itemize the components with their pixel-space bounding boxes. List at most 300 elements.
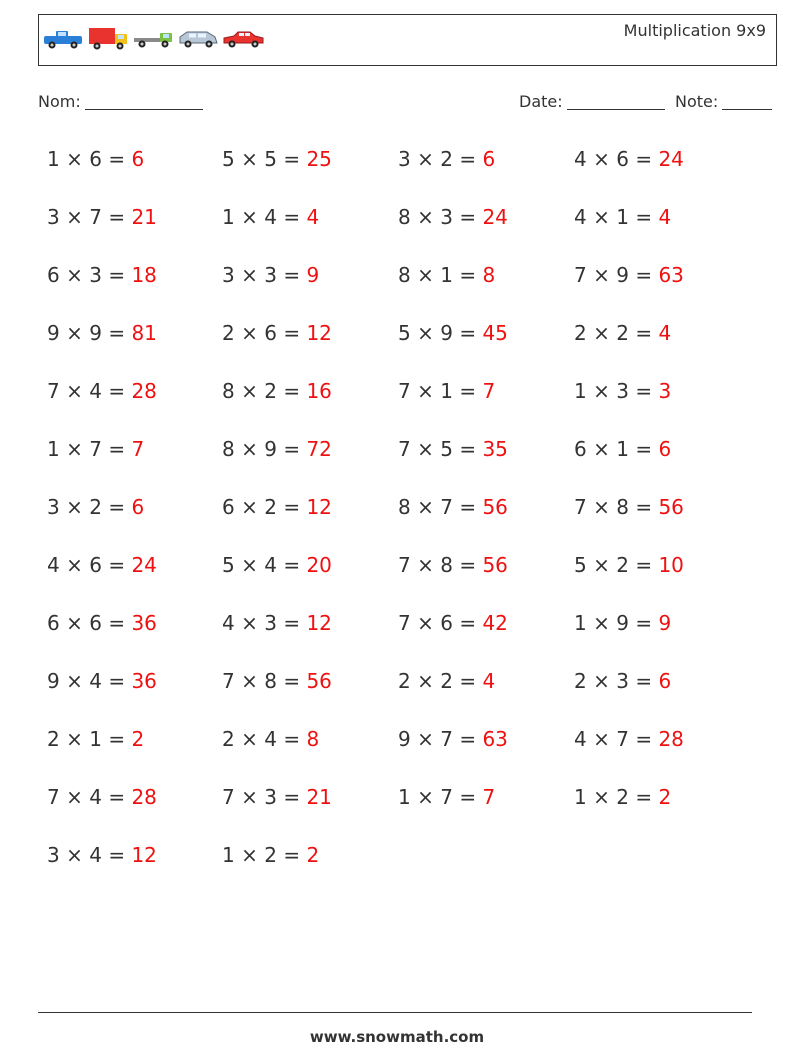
equals-sign: = — [635, 669, 653, 693]
worksheet-title: Multiplication 9x9 — [623, 21, 766, 40]
operand-b: 1 — [89, 727, 102, 751]
times-sign: × — [66, 321, 83, 345]
problem-item — [47, 495, 144, 519]
operand-b: 3 — [89, 263, 102, 287]
answer: 2 — [306, 843, 320, 867]
operand-a: 4 — [574, 727, 587, 751]
operand-b: 4 — [89, 785, 102, 809]
answer: 6 — [131, 495, 145, 519]
times-sign: × — [417, 205, 434, 229]
operand-b: 4 — [89, 843, 102, 867]
times-sign: × — [66, 205, 83, 229]
operand-a: 6 — [47, 263, 60, 287]
equals-sign: = — [108, 843, 126, 867]
equals-sign: = — [459, 611, 477, 635]
operand-a: 7 — [398, 437, 411, 461]
problem-item — [47, 843, 157, 867]
operand-a: 7 — [398, 379, 411, 403]
answer: 20 — [306, 553, 332, 577]
problem-item — [222, 785, 332, 809]
times-sign: × — [66, 727, 83, 751]
operand-b: 5 — [440, 437, 453, 461]
operand-b: 5 — [264, 147, 277, 171]
operand-b: 3 — [264, 785, 277, 809]
equals-sign: = — [108, 611, 126, 635]
times-sign: × — [417, 553, 434, 577]
sedan-icon — [222, 27, 265, 51]
times-sign: × — [417, 785, 434, 809]
operand-a: 2 — [398, 669, 411, 693]
operand-a: 5 — [398, 321, 411, 345]
equals-sign: = — [108, 437, 126, 461]
problem-item — [222, 611, 332, 635]
equals-sign: = — [635, 495, 653, 519]
problem-item — [398, 785, 495, 809]
operand-b: 6 — [440, 611, 453, 635]
operand-a: 1 — [574, 379, 587, 403]
problem-item — [222, 205, 319, 229]
operand-b: 3 — [440, 205, 453, 229]
answer: 21 — [131, 205, 157, 229]
operand-a: 8 — [222, 437, 235, 461]
operand-b: 2 — [616, 321, 629, 345]
operand-b: 6 — [89, 147, 102, 171]
problem-item — [398, 147, 495, 171]
times-sign: × — [241, 727, 258, 751]
operand-a: 8 — [398, 263, 411, 287]
answer: 36 — [131, 611, 157, 635]
problem-item — [222, 553, 332, 577]
times-sign: × — [593, 495, 610, 519]
name-field — [38, 92, 203, 111]
answer: 12 — [306, 321, 332, 345]
problem-item — [398, 669, 495, 693]
operand-b: 7 — [616, 727, 629, 751]
date-blank[interactable] — [567, 92, 665, 110]
problem-item — [398, 205, 508, 229]
operand-a: 5 — [222, 147, 235, 171]
operand-a: 7 — [47, 785, 60, 809]
times-sign: × — [66, 785, 83, 809]
times-sign: × — [241, 843, 258, 867]
times-sign: × — [417, 263, 434, 287]
problem-item — [574, 785, 671, 809]
answer: 4 — [658, 205, 672, 229]
operand-b: 2 — [264, 843, 277, 867]
times-sign: × — [241, 611, 258, 635]
answer: 21 — [306, 785, 332, 809]
operand-a: 8 — [398, 495, 411, 519]
problem-item — [47, 553, 157, 577]
operand-b: 2 — [440, 147, 453, 171]
problem-item — [47, 263, 157, 287]
equals-sign: = — [283, 321, 301, 345]
operand-b: 2 — [616, 785, 629, 809]
problem-item — [47, 727, 144, 751]
problem-item — [222, 379, 332, 403]
operand-b: 2 — [440, 669, 453, 693]
problem-item — [574, 263, 684, 287]
operand-b: 4 — [264, 553, 277, 577]
times-sign: × — [417, 379, 434, 403]
equals-sign: = — [108, 263, 126, 287]
equals-sign: = — [283, 205, 301, 229]
operand-b: 1 — [616, 205, 629, 229]
operand-b: 4 — [89, 379, 102, 403]
equals-sign: = — [635, 437, 653, 461]
equals-sign: = — [635, 147, 653, 171]
answer: 81 — [131, 321, 157, 345]
times-sign: × — [241, 321, 258, 345]
times-sign: × — [593, 379, 610, 403]
operand-a: 9 — [398, 727, 411, 751]
operand-a: 1 — [574, 611, 587, 635]
times-sign: × — [593, 785, 610, 809]
equals-sign: = — [283, 263, 301, 287]
answer: 28 — [131, 785, 157, 809]
problem-item — [398, 611, 508, 635]
times-sign: × — [417, 321, 434, 345]
equals-sign: = — [635, 785, 653, 809]
equals-sign: = — [459, 437, 477, 461]
problem-item — [574, 495, 684, 519]
times-sign: × — [593, 205, 610, 229]
problem-item — [574, 553, 684, 577]
times-sign: × — [417, 147, 434, 171]
operand-a: 8 — [222, 379, 235, 403]
equals-sign: = — [459, 495, 477, 519]
name-blank[interactable] — [85, 92, 203, 110]
operand-b: 4 — [264, 727, 277, 751]
operand-b: 4 — [264, 205, 277, 229]
times-sign: × — [241, 147, 258, 171]
problem-item — [574, 379, 671, 403]
operand-b: 9 — [89, 321, 102, 345]
equals-sign: = — [635, 263, 653, 287]
operand-b: 7 — [89, 205, 102, 229]
equals-sign: = — [108, 379, 126, 403]
equals-sign: = — [459, 553, 477, 577]
answer: 2 — [658, 785, 672, 809]
equals-sign: = — [283, 147, 301, 171]
equals-sign: = — [108, 785, 126, 809]
operand-a: 1 — [398, 785, 411, 809]
operand-a: 3 — [398, 147, 411, 171]
operand-a: 2 — [47, 727, 60, 751]
times-sign: × — [241, 553, 258, 577]
operand-a: 2 — [574, 669, 587, 693]
answer: 24 — [658, 147, 684, 171]
times-sign: × — [241, 785, 258, 809]
times-sign: × — [593, 263, 610, 287]
answer: 4 — [482, 669, 496, 693]
times-sign: × — [241, 205, 258, 229]
problem-item — [398, 553, 508, 577]
operand-b: 7 — [440, 785, 453, 809]
problem-item — [222, 147, 332, 171]
answer: 42 — [482, 611, 508, 635]
operand-a: 7 — [398, 611, 411, 635]
answer: 4 — [658, 321, 672, 345]
operand-a: 7 — [222, 785, 235, 809]
problem-item — [47, 611, 157, 635]
operand-a: 3 — [47, 495, 60, 519]
equals-sign: = — [283, 843, 301, 867]
problem-item — [222, 727, 319, 751]
times-sign: × — [66, 437, 83, 461]
answer: 4 — [306, 205, 320, 229]
operand-b: 4 — [89, 669, 102, 693]
equals-sign: = — [283, 495, 301, 519]
answer: 6 — [482, 147, 496, 171]
answer: 9 — [306, 263, 320, 287]
equals-sign: = — [283, 669, 301, 693]
operand-a: 7 — [222, 669, 235, 693]
answer: 45 — [482, 321, 508, 345]
times-sign: × — [593, 553, 610, 577]
equals-sign: = — [108, 553, 126, 577]
answer: 10 — [658, 553, 684, 577]
header-box — [38, 14, 777, 66]
note-label: Note: — [675, 92, 719, 111]
operand-b: 3 — [264, 611, 277, 635]
problem-item — [398, 495, 508, 519]
operand-a: 9 — [47, 669, 60, 693]
equals-sign: = — [635, 379, 653, 403]
operand-a: 3 — [222, 263, 235, 287]
problem-item — [222, 843, 319, 867]
answer: 18 — [131, 263, 157, 287]
times-sign: × — [66, 669, 83, 693]
operand-b: 2 — [89, 495, 102, 519]
answer: 28 — [131, 379, 157, 403]
operand-a: 5 — [574, 553, 587, 577]
operand-b: 8 — [440, 553, 453, 577]
answer: 16 — [306, 379, 332, 403]
answer: 3 — [658, 379, 672, 403]
answer: 72 — [306, 437, 332, 461]
operand-a: 2 — [574, 321, 587, 345]
operand-a: 2 — [222, 321, 235, 345]
note-field — [675, 92, 772, 111]
times-sign: × — [593, 669, 610, 693]
operand-b: 1 — [440, 263, 453, 287]
problem-item — [47, 785, 157, 809]
operand-b: 2 — [264, 495, 277, 519]
operand-b: 6 — [89, 553, 102, 577]
operand-a: 1 — [47, 437, 60, 461]
answer: 7 — [131, 437, 145, 461]
answer: 56 — [482, 553, 508, 577]
operand-b: 9 — [616, 263, 629, 287]
operand-a: 7 — [574, 263, 587, 287]
equals-sign: = — [635, 321, 653, 345]
answer: 63 — [658, 263, 684, 287]
problem-item — [47, 147, 144, 171]
operand-b: 8 — [616, 495, 629, 519]
operand-b: 9 — [616, 611, 629, 635]
times-sign: × — [241, 495, 258, 519]
delivery-truck-icon — [87, 27, 130, 51]
answer: 56 — [482, 495, 508, 519]
problem-item — [398, 379, 495, 403]
operand-a: 1 — [574, 785, 587, 809]
equals-sign: = — [635, 205, 653, 229]
problem-item — [574, 205, 671, 229]
answer: 56 — [306, 669, 332, 693]
operand-b: 2 — [616, 553, 629, 577]
problem-item — [398, 263, 495, 287]
date-field — [519, 92, 665, 111]
operand-b: 1 — [616, 437, 629, 461]
problem-item — [222, 321, 332, 345]
operand-b: 3 — [616, 379, 629, 403]
problem-item — [398, 437, 508, 461]
times-sign: × — [66, 379, 83, 403]
date-label: Date: — [519, 92, 563, 111]
times-sign: × — [66, 495, 83, 519]
footer-divider — [38, 1012, 752, 1013]
vehicle-icons — [42, 27, 265, 51]
times-sign: × — [241, 669, 258, 693]
problem-item — [47, 205, 157, 229]
times-sign: × — [417, 437, 434, 461]
times-sign: × — [66, 263, 83, 287]
answer: 7 — [482, 379, 496, 403]
times-sign: × — [241, 379, 258, 403]
answer: 12 — [131, 843, 157, 867]
equals-sign: = — [108, 205, 126, 229]
problem-item — [398, 727, 508, 751]
equals-sign: = — [283, 785, 301, 809]
problem-item — [574, 727, 684, 751]
times-sign: × — [593, 727, 610, 751]
equals-sign: = — [108, 321, 126, 345]
operand-a: 4 — [47, 553, 60, 577]
answer: 24 — [482, 205, 508, 229]
operand-a: 9 — [47, 321, 60, 345]
answer: 24 — [131, 553, 157, 577]
equals-sign: = — [459, 205, 477, 229]
operand-a: 1 — [222, 205, 235, 229]
problem-item — [398, 321, 508, 345]
answer: 25 — [306, 147, 332, 171]
equals-sign: = — [635, 611, 653, 635]
times-sign: × — [593, 437, 610, 461]
problem-item — [574, 669, 671, 693]
problem-item — [574, 437, 671, 461]
name-label: Nom: — [38, 92, 81, 111]
answer: 56 — [658, 495, 684, 519]
operand-b: 9 — [440, 321, 453, 345]
operand-a: 2 — [222, 727, 235, 751]
problem-item — [574, 321, 671, 345]
equals-sign: = — [108, 147, 126, 171]
problem-item — [222, 437, 332, 461]
operand-a: 6 — [222, 495, 235, 519]
answer: 6 — [131, 147, 145, 171]
operand-a: 7 — [47, 379, 60, 403]
equals-sign: = — [283, 437, 301, 461]
operand-a: 1 — [222, 843, 235, 867]
problem-item — [574, 147, 684, 171]
equals-sign: = — [635, 727, 653, 751]
answer: 35 — [482, 437, 508, 461]
operand-a: 4 — [574, 205, 587, 229]
footer-url[interactable]: www.snowmath.com — [309, 1028, 485, 1046]
operand-a: 4 — [574, 147, 587, 171]
equals-sign: = — [459, 669, 477, 693]
operand-b: 7 — [440, 727, 453, 751]
equals-sign: = — [459, 379, 477, 403]
answer: 6 — [658, 437, 672, 461]
answer: 8 — [482, 263, 496, 287]
operand-b: 2 — [264, 379, 277, 403]
equals-sign: = — [108, 727, 126, 751]
operand-a: 4 — [222, 611, 235, 635]
operand-b: 6 — [264, 321, 277, 345]
operand-a: 8 — [398, 205, 411, 229]
equals-sign: = — [459, 147, 477, 171]
problem-item — [47, 437, 144, 461]
equals-sign: = — [283, 553, 301, 577]
equals-sign: = — [108, 495, 126, 519]
times-sign: × — [593, 611, 610, 635]
times-sign: × — [417, 669, 434, 693]
operand-a: 6 — [47, 611, 60, 635]
operand-b: 7 — [440, 495, 453, 519]
answer: 6 — [658, 669, 672, 693]
operand-a: 1 — [47, 147, 60, 171]
flatbed-truck-icon — [132, 27, 175, 51]
operand-a: 6 — [574, 437, 587, 461]
operand-b: 6 — [89, 611, 102, 635]
answer: 8 — [306, 727, 320, 751]
answer: 12 — [306, 495, 332, 519]
equals-sign: = — [459, 321, 477, 345]
equals-sign: = — [635, 553, 653, 577]
suv-icon — [177, 27, 220, 51]
times-sign: × — [241, 437, 258, 461]
equals-sign: = — [283, 611, 301, 635]
problem-item — [47, 379, 157, 403]
times-sign: × — [66, 147, 83, 171]
equals-sign: = — [459, 727, 477, 751]
problem-item — [222, 263, 319, 287]
problem-item — [574, 611, 671, 635]
operand-a: 3 — [47, 843, 60, 867]
answer: 2 — [131, 727, 145, 751]
pickup-truck-icon — [42, 27, 85, 51]
equals-sign: = — [459, 785, 477, 809]
operand-b: 1 — [440, 379, 453, 403]
operand-a: 7 — [398, 553, 411, 577]
times-sign: × — [66, 843, 83, 867]
note-blank[interactable] — [722, 92, 772, 110]
problem-item — [222, 669, 332, 693]
operand-b: 3 — [264, 263, 277, 287]
times-sign: × — [241, 263, 258, 287]
operand-a: 5 — [222, 553, 235, 577]
times-sign: × — [417, 727, 434, 751]
times-sign: × — [417, 611, 434, 635]
answer: 63 — [482, 727, 508, 751]
times-sign: × — [66, 553, 83, 577]
operand-b: 6 — [616, 147, 629, 171]
times-sign: × — [66, 611, 83, 635]
equals-sign: = — [283, 379, 301, 403]
problem-item — [47, 669, 157, 693]
